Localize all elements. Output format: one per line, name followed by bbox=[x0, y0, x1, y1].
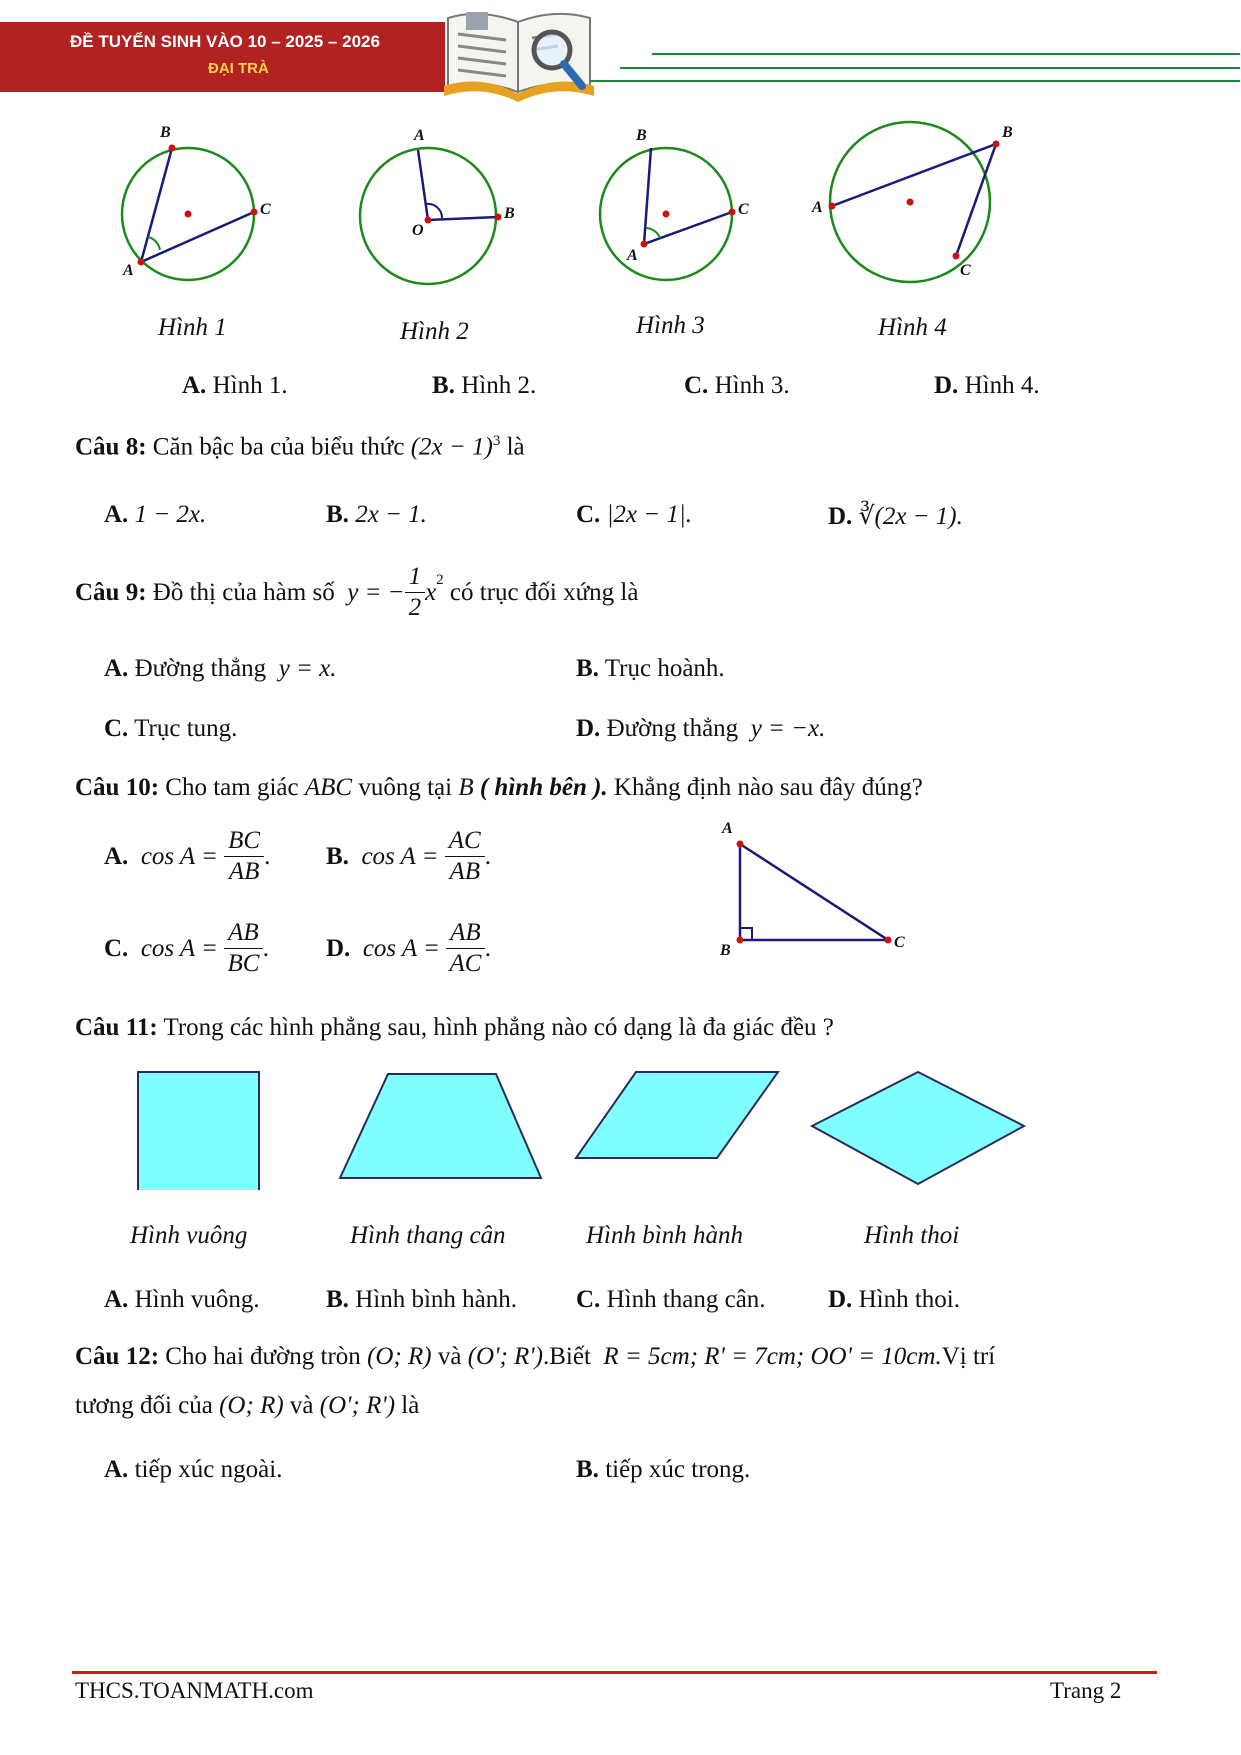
point-label: A bbox=[414, 127, 425, 144]
question-11: Câu 11: Trong các hình phẳng sau, hình phẳng nào có dạng là đa giác đều ? bbox=[75, 1014, 834, 1041]
option: D. ∛(2x − 1). bbox=[828, 503, 963, 530]
figure-caption: Hình 1 bbox=[158, 314, 227, 341]
option: B. cos A = $\frac{AC}{AB}$ . bbox=[326, 827, 491, 885]
point-label: C bbox=[960, 262, 971, 279]
figure-caption: Hình 4 bbox=[878, 314, 947, 341]
rhombus-shape bbox=[812, 1072, 1024, 1184]
question-8: Câu 8: Căn bậc ba của biểu thức $(2x - 1)^3$ là bbox=[75, 433, 525, 461]
point-label: C bbox=[738, 201, 749, 218]
footer-site: THCS.TOANMATH.com bbox=[75, 1678, 314, 1703]
point-label: O bbox=[412, 222, 424, 239]
point-label: A bbox=[123, 262, 134, 279]
figure-2 bbox=[360, 148, 502, 284]
point-label: B bbox=[636, 127, 647, 144]
option: B. tiếp xúc trong. bbox=[576, 1456, 751, 1483]
option: A. Hình 1. bbox=[182, 372, 288, 399]
point-label: C bbox=[260, 201, 271, 218]
point-label: C bbox=[894, 934, 905, 951]
point-label: A bbox=[627, 247, 638, 264]
header-title: ĐỀ TUYỂN SINH VÀO 10 – 2025 – 2026 bbox=[70, 32, 380, 51]
option: D. Hình thoi. bbox=[828, 1286, 960, 1313]
figure-3 bbox=[600, 148, 736, 280]
option: A. cos A = $\frac{BC}{AB}$ . bbox=[104, 827, 271, 885]
option: A. tiếp xúc ngoài. bbox=[104, 1456, 283, 1483]
option: B. 2x − 1. bbox=[326, 501, 427, 528]
figure-caption: Hình 2 bbox=[400, 318, 469, 345]
shape-caption: Hình thoi bbox=[864, 1222, 960, 1249]
option: A. Hình vuông. bbox=[104, 1286, 260, 1313]
parallelogram-shape bbox=[576, 1072, 778, 1158]
option: C. |2x − 1|. bbox=[576, 501, 693, 528]
option: A. Đường thẳng y = x. bbox=[104, 655, 337, 682]
option: A. 1 − 2x. bbox=[104, 501, 207, 528]
option: D. Đường thẳng y = −x. bbox=[576, 715, 826, 742]
figure-4 bbox=[829, 122, 1000, 282]
option: B. Trục hoành. bbox=[576, 655, 725, 682]
right-triangle-figure bbox=[700, 820, 920, 960]
square-shape bbox=[138, 1072, 259, 1190]
point-label: B bbox=[720, 942, 731, 959]
option: D. cos A = $\frac{AB}{AC}$ . bbox=[326, 919, 491, 977]
option: C. Trục tung. bbox=[104, 715, 238, 742]
q11-shapes bbox=[0, 1060, 1241, 1190]
question-12: Câu 12: Cho hai đường tròn (O; R) và (O'; R').Biết R = 5cm; R' = 7cm; OO' = 10cm.Vị trí bbox=[75, 1343, 996, 1370]
point-label: B bbox=[504, 205, 515, 222]
question-10: Câu 10: Cho tam giác ABC vuông tại B ( hình bên ). Khẳng định nào sau đây đúng? bbox=[75, 774, 923, 801]
option: C. Hình thang cân. bbox=[576, 1286, 766, 1313]
shape-caption: Hình thang cân bbox=[350, 1222, 506, 1249]
point-label: A bbox=[722, 820, 733, 837]
point-label: B bbox=[160, 124, 171, 141]
q7-figures bbox=[0, 110, 1241, 300]
question-9: Câu 9: Đồ thị của hàm số y = − $\frac{1}{2}$ x $^2$ có trục đối xứng là bbox=[75, 563, 639, 621]
point-label: B bbox=[1002, 124, 1013, 141]
footer-page: Trang 2 bbox=[1050, 1678, 1122, 1703]
option: B. Hình bình hành. bbox=[326, 1286, 517, 1313]
header-rules bbox=[580, 50, 1240, 86]
footer-rule bbox=[72, 1671, 1157, 1674]
header-subtitle: ĐẠI TRÀ bbox=[208, 60, 269, 77]
option: D. Hình 4. bbox=[934, 372, 1040, 399]
option: C. cos A = $\frac{AB}{BC}$ . bbox=[104, 919, 269, 977]
figure-caption: Hình 3 bbox=[636, 312, 705, 339]
option: C. Hình 3. bbox=[684, 372, 790, 399]
point-label: A bbox=[812, 199, 823, 216]
question-12-line-2: tương đối của (O; R) và (O'; R') là bbox=[75, 1392, 420, 1419]
isosceles-trapezoid-shape bbox=[340, 1074, 541, 1178]
shape-caption: Hình bình hành bbox=[586, 1222, 743, 1249]
option: B. Hình 2. bbox=[432, 372, 537, 399]
figure-1 bbox=[122, 145, 258, 281]
shape-caption: Hình vuông bbox=[130, 1222, 248, 1249]
book-magnifier-icon bbox=[440, 0, 600, 104]
